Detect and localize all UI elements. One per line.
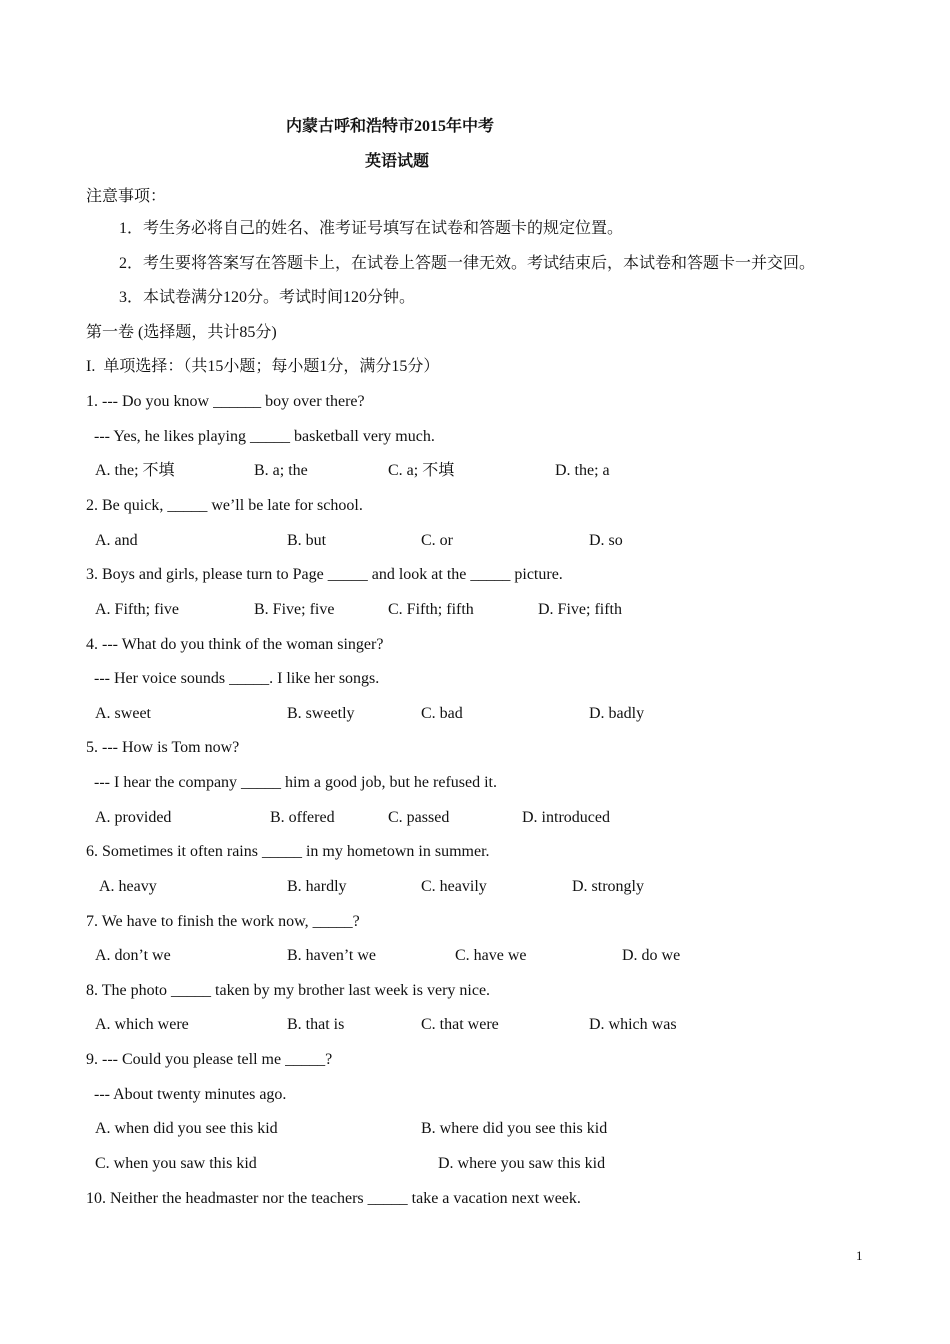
- option-a: A. Fifth; five: [95, 601, 179, 618]
- option-d: D. do we: [622, 947, 681, 964]
- question-stem: 4. --- What do you think of the woman singer?: [86, 636, 384, 653]
- question-stem: --- About twenty minutes ago.: [86, 1086, 287, 1103]
- option-c: C. that were: [421, 1016, 499, 1033]
- option-c: C. heavily: [421, 878, 487, 895]
- option-b: B. Five; five: [254, 601, 335, 618]
- section-title: I. 单项选择：（共15小题；每小题1分，满分15分）: [86, 358, 440, 375]
- question-stem: 6. Sometimes it often rains _____ in my hometown in summer.: [86, 843, 490, 860]
- question-stem: 2. Be quick, _____ we’ll be late for school.: [86, 497, 363, 514]
- option-c: C. when you saw this kid: [95, 1155, 257, 1172]
- option-b: B. sweetly: [287, 705, 355, 722]
- question-stem: --- Yes, he likes playing _____ basketball very much.: [86, 428, 435, 445]
- option-d: D. which was: [589, 1016, 677, 1033]
- option-a: A. when did you see this kid: [95, 1120, 278, 1137]
- note-item: 3．本试卷满分120分。考试时间120分钟。: [119, 289, 416, 306]
- page-number: 1: [856, 1248, 863, 1263]
- question-stem: 5. --- How is Tom now?: [86, 739, 240, 756]
- option-c: C. passed: [388, 809, 450, 826]
- option-c: C. a; 不填: [388, 462, 455, 479]
- question-stem: 8. The photo _____ taken by my brother last week is very nice.: [86, 982, 491, 999]
- option-b: B. haven’t we: [287, 947, 377, 964]
- option-d: D. strongly: [572, 878, 644, 895]
- question-stem: --- I hear the company _____ him a good job, but he refused it.: [86, 774, 497, 791]
- option-b: B. where did you see this kid: [421, 1120, 608, 1137]
- option-a: A. don’t we: [95, 947, 171, 964]
- question-stem: --- Her voice sounds _____. I like her songs.: [86, 670, 380, 687]
- option-d: D. where you saw this kid: [438, 1155, 606, 1172]
- note-item: 2．考生要将答案写在答题卡上，在试卷上答题一律无效。考试结束后，本试卷和答题卡一并交回。: [119, 255, 816, 272]
- option-c: C. have we: [455, 947, 527, 964]
- option-d: D. the; a: [555, 462, 610, 479]
- note-item: 1．考生务必将自己的姓名、准考证号填写在试卷和答题卡的规定位置。: [119, 220, 624, 237]
- option-b: B. hardly: [287, 878, 347, 895]
- option-a: A. sweet: [95, 705, 151, 722]
- question-stem: 1. --- Do you know ______ boy over there?: [86, 393, 365, 410]
- part-title: 第一卷 (选择题，共计85分): [86, 324, 277, 341]
- question-stem: 7. We have to finish the work now, _____?: [86, 913, 360, 930]
- question-stem: 3. Boys and girls, please turn to Page _____ and look at the _____ picture.: [86, 566, 563, 583]
- option-c: C. or: [421, 532, 453, 549]
- option-a: A. which were: [95, 1016, 189, 1033]
- option-a: A. and: [95, 532, 138, 549]
- option-c: C. Fifth; fifth: [388, 601, 474, 618]
- option-a: A. heavy: [99, 878, 157, 895]
- option-a: A. provided: [95, 809, 172, 826]
- option-b: B. but: [287, 532, 327, 549]
- option-d: D. so: [589, 532, 623, 549]
- option-d: D. Five; fifth: [538, 601, 622, 618]
- page-subtitle: 英语试题: [365, 153, 430, 170]
- page-title: 内蒙古呼和浩特市2015年中考: [286, 118, 495, 135]
- question-stem: 10. Neither the headmaster nor the teachers _____ take a vacation next week.: [86, 1190, 581, 1207]
- option-b: B. offered: [270, 809, 335, 826]
- option-b: B. a; the: [254, 462, 308, 479]
- option-c: C. bad: [421, 705, 463, 722]
- notes-heading: 注意事项：: [86, 188, 167, 205]
- option-b: B. that is: [287, 1016, 345, 1033]
- option-d: D. badly: [589, 705, 645, 722]
- option-a: A. the; 不填: [95, 462, 175, 479]
- option-d: D. introduced: [522, 809, 610, 826]
- question-stem: 9. --- Could you please tell me _____?: [86, 1051, 333, 1068]
